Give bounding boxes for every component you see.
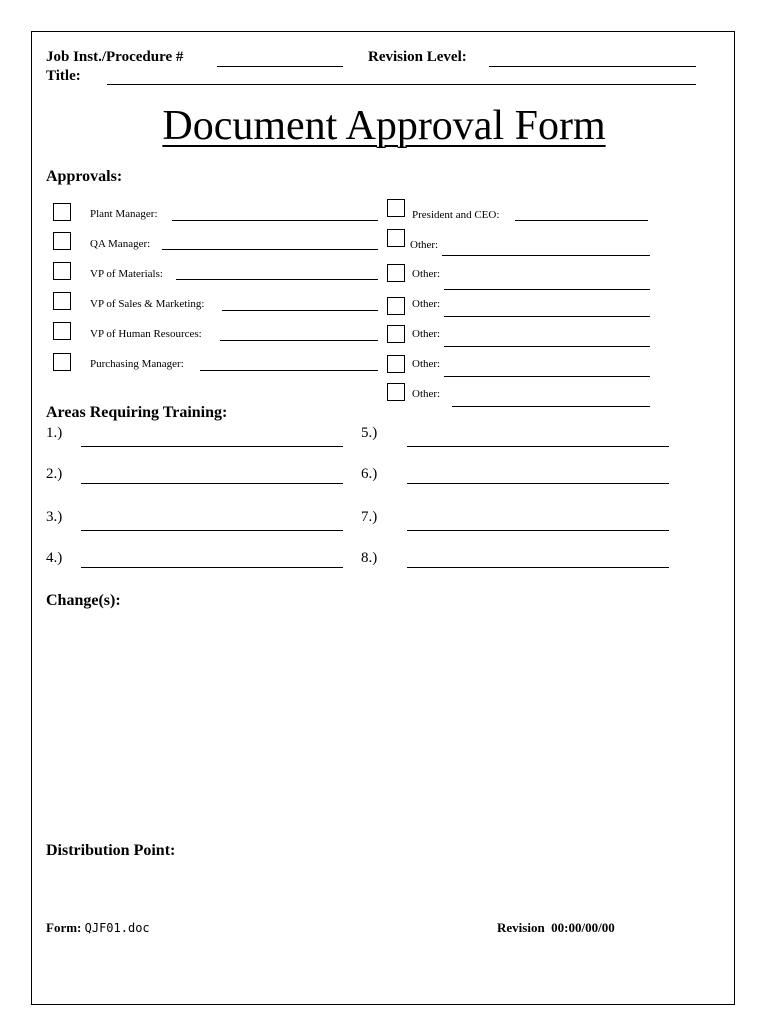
training-field-7[interactable] bbox=[407, 530, 669, 531]
checkbox-purchasing-manager[interactable] bbox=[53, 353, 71, 371]
approvals-heading: Approvals: bbox=[46, 168, 123, 185]
revision-value: 00:00/00/00 bbox=[551, 920, 615, 935]
other-1-signature-line[interactable] bbox=[442, 255, 650, 256]
job-procedure-field[interactable] bbox=[217, 66, 343, 67]
checkbox-other-5[interactable] bbox=[387, 355, 405, 373]
purchasing-manager-signature-line[interactable] bbox=[200, 370, 378, 371]
qa-manager-signature-line[interactable] bbox=[162, 249, 378, 250]
approver-other-6-label: Other: bbox=[412, 388, 441, 400]
checkbox-other-4[interactable] bbox=[387, 325, 405, 343]
training-field-3[interactable] bbox=[81, 530, 343, 531]
checkbox-other-3[interactable] bbox=[387, 297, 405, 315]
title-label: Title: bbox=[46, 68, 81, 84]
other-3-signature-line[interactable] bbox=[444, 316, 650, 317]
approver-plant-manager-label: Plant Manager: bbox=[90, 208, 158, 220]
form-value: QJF01.doc bbox=[84, 921, 150, 935]
approver-other-1-label: Other: bbox=[410, 239, 439, 251]
footer-form bbox=[46, 920, 150, 936]
approver-other-4-label: Other: bbox=[412, 328, 441, 340]
changes-heading: Change(s): bbox=[46, 592, 121, 609]
form-label: Form: bbox=[46, 920, 82, 935]
other-5-signature-line[interactable] bbox=[444, 376, 650, 377]
approver-purchasing-manager-label: Purchasing Manager: bbox=[90, 358, 184, 370]
training-field-2[interactable] bbox=[81, 483, 343, 484]
plant-manager-signature-line[interactable] bbox=[172, 220, 378, 221]
training-item-number: 3.) bbox=[46, 509, 63, 525]
training-field-5[interactable] bbox=[407, 446, 669, 447]
footer-revision bbox=[497, 920, 615, 936]
training-item-number: 4.) bbox=[46, 550, 63, 566]
revision-label: Revision bbox=[497, 920, 545, 935]
changes-area[interactable] bbox=[46, 616, 696, 826]
training-item-number: 6.) bbox=[361, 466, 378, 482]
training-field-8[interactable] bbox=[407, 567, 669, 568]
checkbox-plant-manager[interactable] bbox=[53, 203, 71, 221]
checkbox-vp-sales-marketing[interactable] bbox=[53, 292, 71, 310]
training-heading: Areas Requiring Training: bbox=[46, 404, 228, 421]
training-item-number: 5.) bbox=[361, 425, 378, 441]
president-ceo-signature-line[interactable] bbox=[515, 220, 648, 221]
distribution-heading: Distribution Point: bbox=[46, 842, 176, 859]
approver-other-5-label: Other: bbox=[412, 358, 441, 370]
approver-qa-manager-label: QA Manager: bbox=[90, 238, 151, 250]
vp-sales-marketing-signature-line[interactable] bbox=[222, 310, 378, 311]
approver-vp-human-resources-label: VP of Human Resources: bbox=[90, 328, 202, 340]
checkbox-vp-materials[interactable] bbox=[53, 262, 71, 280]
training-item-number: 7.) bbox=[361, 509, 378, 525]
checkbox-president-ceo[interactable] bbox=[387, 199, 405, 217]
training-field-1[interactable] bbox=[81, 446, 343, 447]
job-procedure-label: Job Inst./Procedure # bbox=[46, 49, 184, 65]
other-6-signature-line[interactable] bbox=[452, 406, 650, 407]
training-field-6[interactable] bbox=[407, 483, 669, 484]
approver-other-3-label: Other: bbox=[412, 298, 441, 310]
checkbox-other-2[interactable] bbox=[387, 264, 405, 282]
training-item-number: 1.) bbox=[46, 425, 63, 441]
vp-materials-signature-line[interactable] bbox=[176, 279, 378, 280]
approver-president-ceo-label: President and CEO: bbox=[412, 209, 500, 221]
training-field-4[interactable] bbox=[81, 567, 343, 568]
vp-human-resources-signature-line[interactable] bbox=[220, 340, 378, 341]
document-title: Document Approval Form bbox=[162, 103, 606, 149]
checkbox-qa-manager[interactable] bbox=[53, 232, 71, 250]
revision-level-field[interactable] bbox=[489, 66, 696, 67]
approver-other-2-label: Other: bbox=[412, 268, 441, 280]
approver-vp-sales-marketing-label: VP of Sales & Marketing: bbox=[90, 298, 205, 310]
training-item-number: 2.) bbox=[46, 466, 63, 482]
other-4-signature-line[interactable] bbox=[444, 346, 650, 347]
training-item-number: 8.) bbox=[361, 550, 378, 566]
revision-level-label: Revision Level: bbox=[368, 49, 467, 65]
title-field[interactable] bbox=[107, 84, 696, 85]
checkbox-other-6[interactable] bbox=[387, 383, 405, 401]
approver-vp-materials-label: VP of Materials: bbox=[90, 268, 163, 280]
other-2-signature-line[interactable] bbox=[444, 289, 650, 290]
checkbox-vp-human-resources[interactable] bbox=[53, 322, 71, 340]
checkbox-other-1[interactable] bbox=[387, 229, 405, 247]
